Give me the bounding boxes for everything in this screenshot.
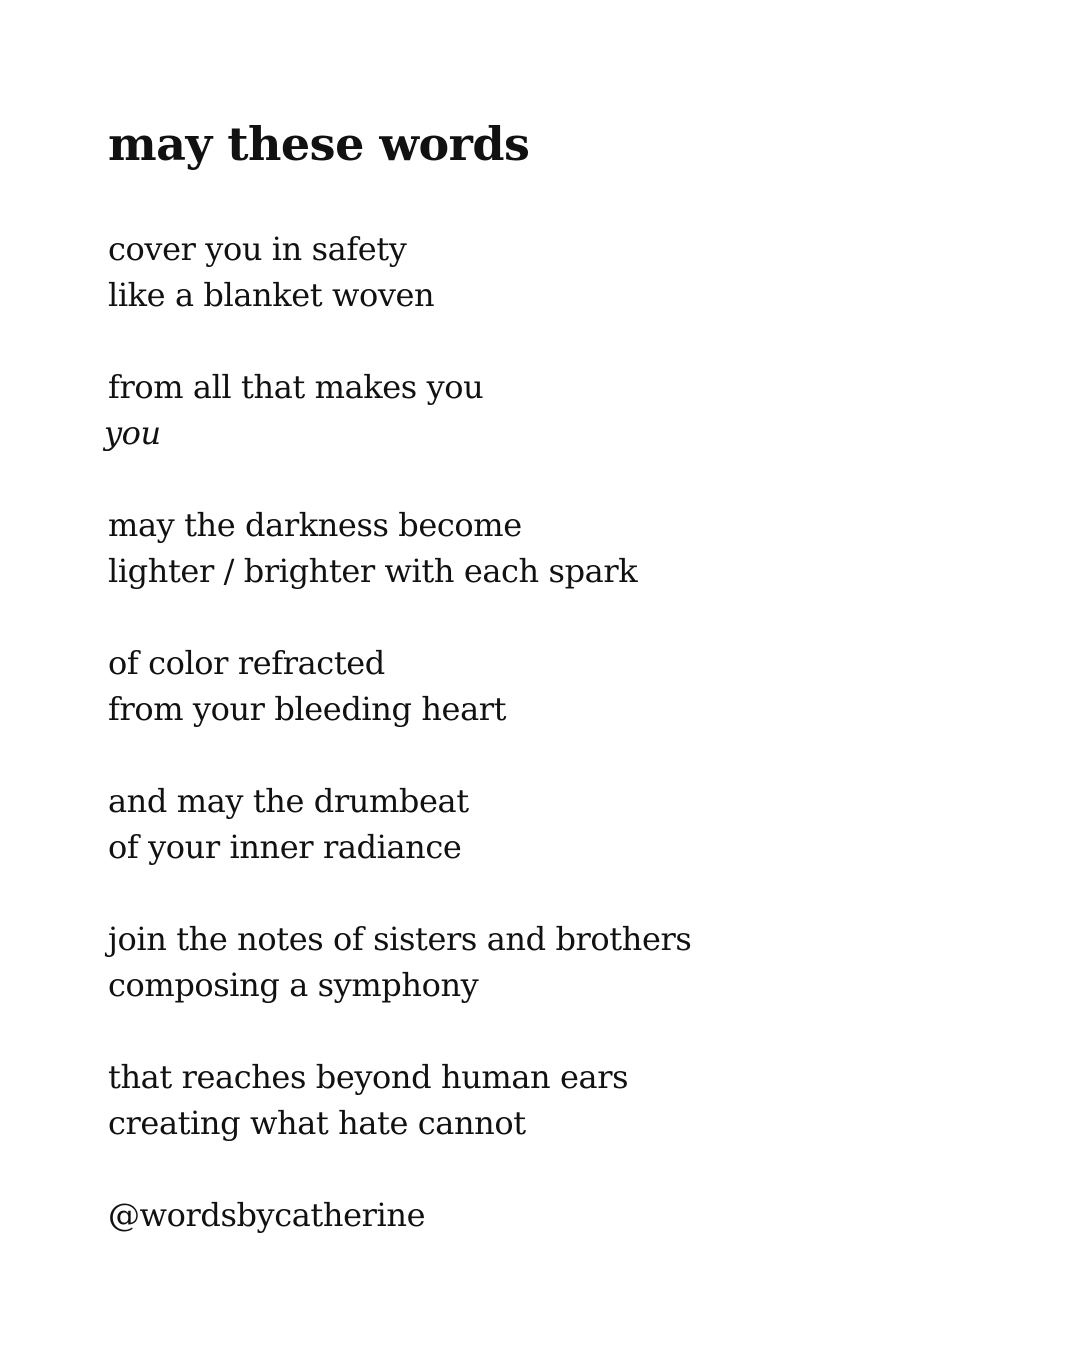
poem-body [104,226,1008,1238]
poem-page [104,108,1008,1238]
poem-line: from your bleeding heart [108,690,507,728]
poem-line: from all that makes you [108,368,484,406]
stanza-6 [108,916,1008,1008]
poem-title: may these words [108,117,530,171]
poem-line: and may the drumbeat [108,782,469,820]
poem-line: lighter / brighter with each spark [108,552,638,590]
poem-line: that reaches beyond human ears [108,1058,629,1096]
stanza-3 [108,502,1008,594]
stanza-4 [108,640,1008,732]
poem-line: creating what hate cannot [108,1104,526,1142]
poem-line: composing a symphony [108,966,479,1004]
poem-line: may the darkness become [108,506,522,544]
stanza-1 [108,226,1008,318]
poem-line: join the notes of sisters and brothers [108,920,692,958]
stanza-7 [108,1054,1008,1146]
stanza-2 [104,364,1008,456]
poem-line: like a blanket woven [108,276,435,314]
poem-line-emphasis: you [104,414,161,452]
poem-line: of your inner radiance [108,828,462,866]
stanza-5 [108,778,1008,870]
author-handle: @wordsbycatherine [108,1196,426,1234]
poem-line: cover you in safety [108,230,407,268]
poem-line: of color refracted [108,644,385,682]
